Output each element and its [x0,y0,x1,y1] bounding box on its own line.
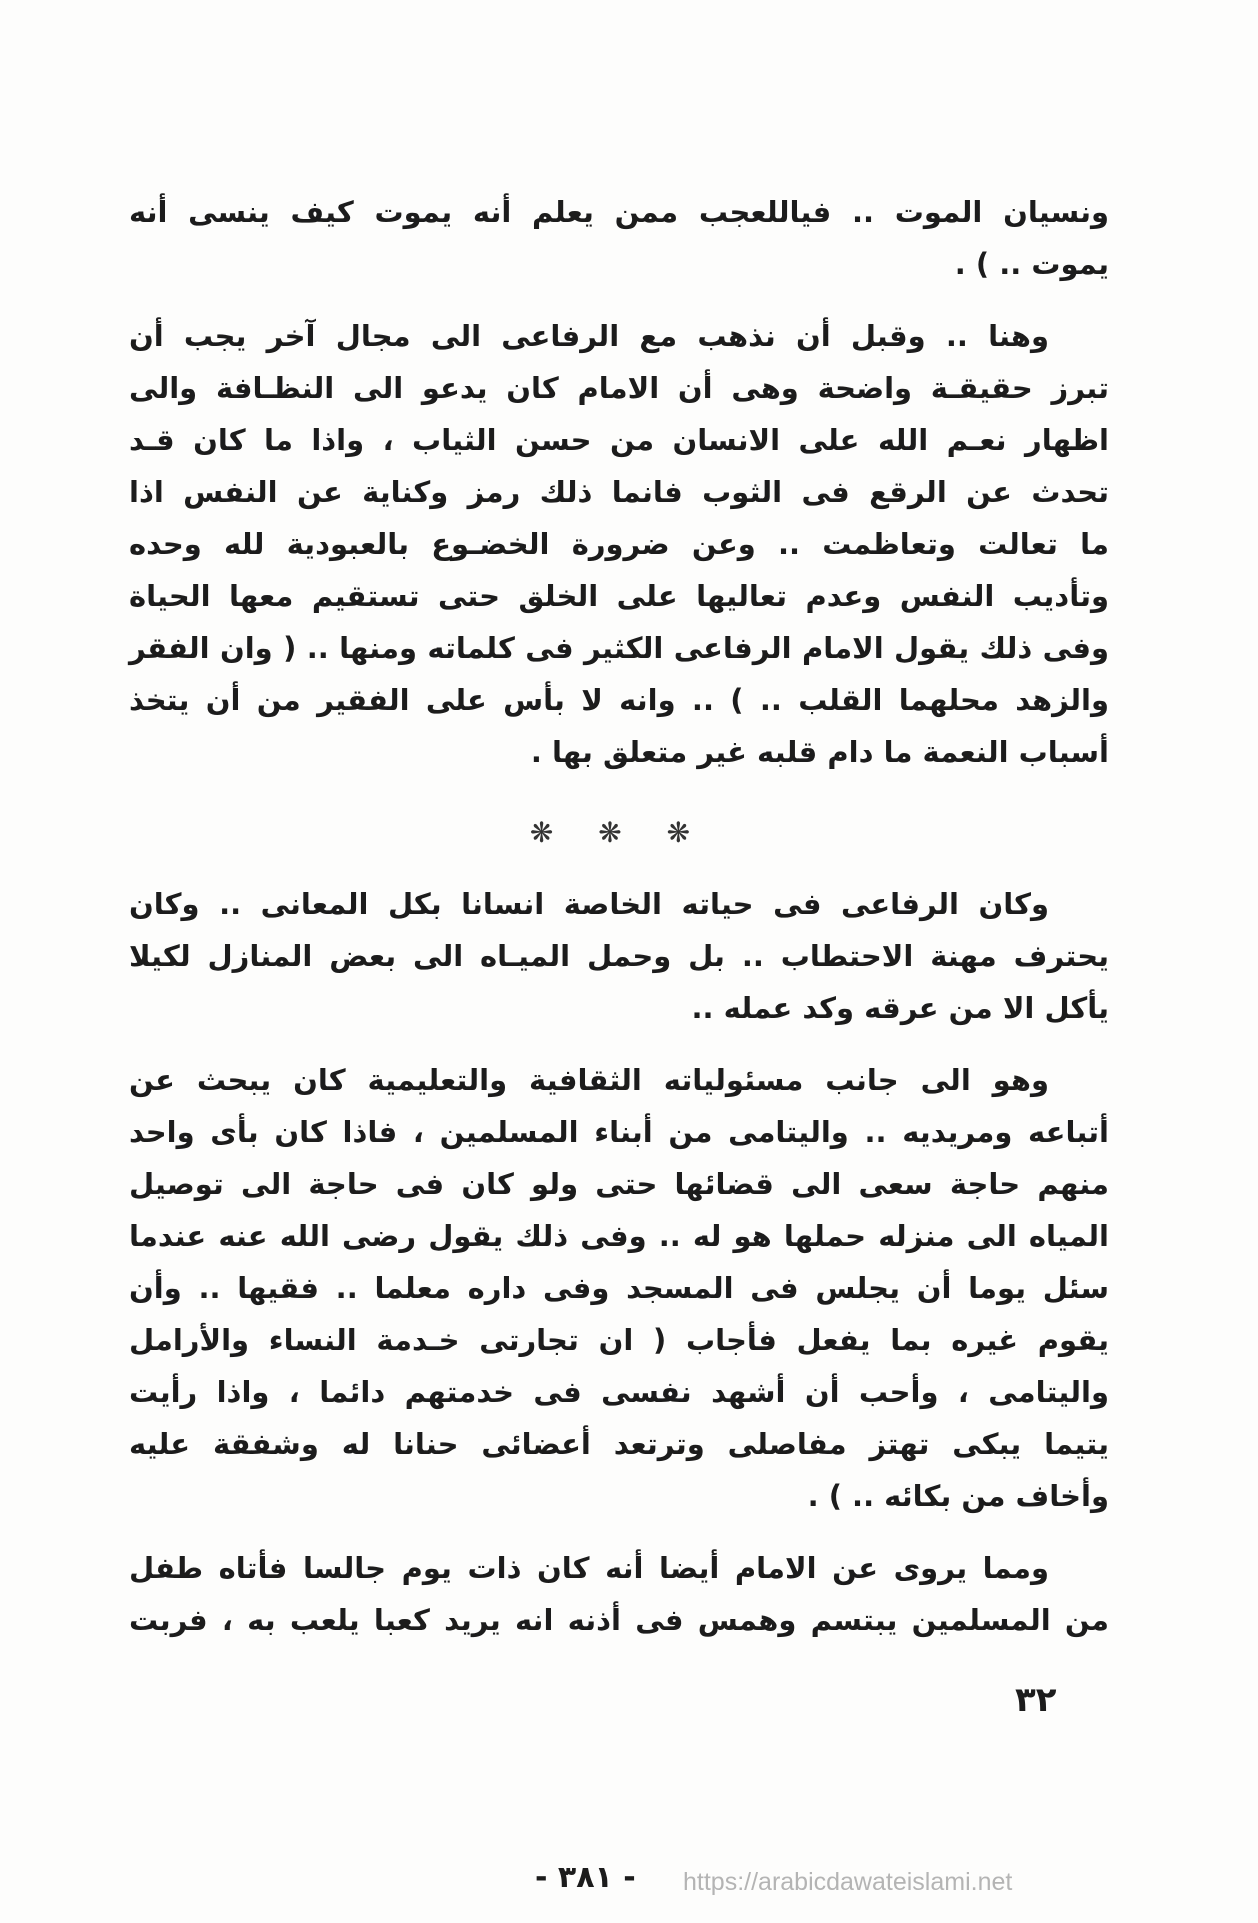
text-line: يحترف مهنة الاحتطاب .. بل وحمل الميـاه الى بعض المنازل لكيلا [129,939,1109,973]
text-line: أتباعه ومريديه .. واليتامى من أبناء المسلمين ، فاذا كان بأى واحد [129,1115,1109,1149]
paragraph-5 [129,1542,1109,1646]
text-line: المياه الى منزله حملها هو له .. وفى ذلك يقول رضى الله عنه عندما [129,1219,1109,1253]
paragraph-2 [129,310,1109,778]
text-line: تبرز حقيقـة واضحة وهى أن الامام كان يدعو الى النظـافة والى [129,371,1109,405]
text-line: يقوم غيره بما يفعل فأجاب ( ان تجارتى خـدمة النساء والأرامل [129,1323,1109,1357]
page-body [129,186,1109,1666]
text-line: اظهار نعـم الله على الانسان من حسن الثياب ، واذا ما كان قـد [129,423,1109,457]
watermark-url: https://arabicdawateislami.net [683,1868,1013,1896]
text-line: ما تعالت وتعاظمت .. وعن ضرورة الخضـوع بالعبودية لله وحده [129,527,1109,561]
text-line: وهنا .. وقبل أن نذهب مع الرفاعى الى مجال آخر يجب أن [129,319,1049,353]
text-line: ومما يروى عن الامام أيضا أنه كان ذات يوم جالسا فأتاه طفل [129,1551,1049,1585]
text-line: يتيما يبكى تهتز مفاصلى وترتعد أعضائى حنانا له وشفقة عليه [129,1427,1109,1461]
text-line: وكان الرفاعى فى حياته الخاصة انسانا بكل المعانى .. وكان [129,887,1049,921]
text-line: ونسيان الموت .. فياللعجب ممن يعلم أنه يموت كيف ينسى أنه [129,195,1109,229]
text-line: واليتامى ، وأحب أن أشهد نفسى فى خدمتهم دائما ، واذا رأيت [129,1375,1109,1409]
text-line: سئل يوما أن يجلس فى المسجد وفى داره معلما .. فقيها .. وأن [129,1271,1109,1305]
text-line: تحدث عن الرقع فى الثوب فانما ذلك رمز وكناية عن النفس اذا [129,475,1109,509]
section-separator: ❋ ❋ ❋ [529,816,709,849]
text-line: منهم حاجة سعى الى قضائها حتى ولو كان فى حاجة الى توصيل [129,1167,1109,1201]
text-line: وتأديب النفس وعدم تعاليها على الخلق حتى تستقيم معها الحياة [129,579,1109,613]
footer-page-number: - ٣٨١ - [535,1860,636,1895]
text-line: وأخاف من بكائه .. ) . [807,1479,1109,1513]
text-line: وفى ذلك يقول الامام الرفاعى الكثير فى كلماته ومنها .. ( وان الفقر [129,631,1109,665]
book-page-number: ٣٢ [1015,1680,1057,1720]
text-line: والزهد محلهما القلب .. ) .. وانه لا بأس على الفقير من أن يتخذ [129,683,1109,717]
text-line: وهو الى جانب مسئولياته الثقافية والتعليمية كان يبحث عن [129,1063,1049,1097]
paragraph-4 [129,1054,1109,1522]
paragraph-1 [129,186,1109,290]
text-line: يأكل الا من عرقه وكد عمله .. [691,991,1109,1025]
text-line: أسباب النعمة ما دام قلبه غير متعلق بها . [530,735,1109,769]
paragraph-3 [129,878,1109,1034]
text-line: يموت .. ) . [954,247,1109,281]
text-line: من المسلمين يبتسم وهمس فى أذنه انه يريد كعبا يلعب به ، فربت [129,1603,1109,1637]
